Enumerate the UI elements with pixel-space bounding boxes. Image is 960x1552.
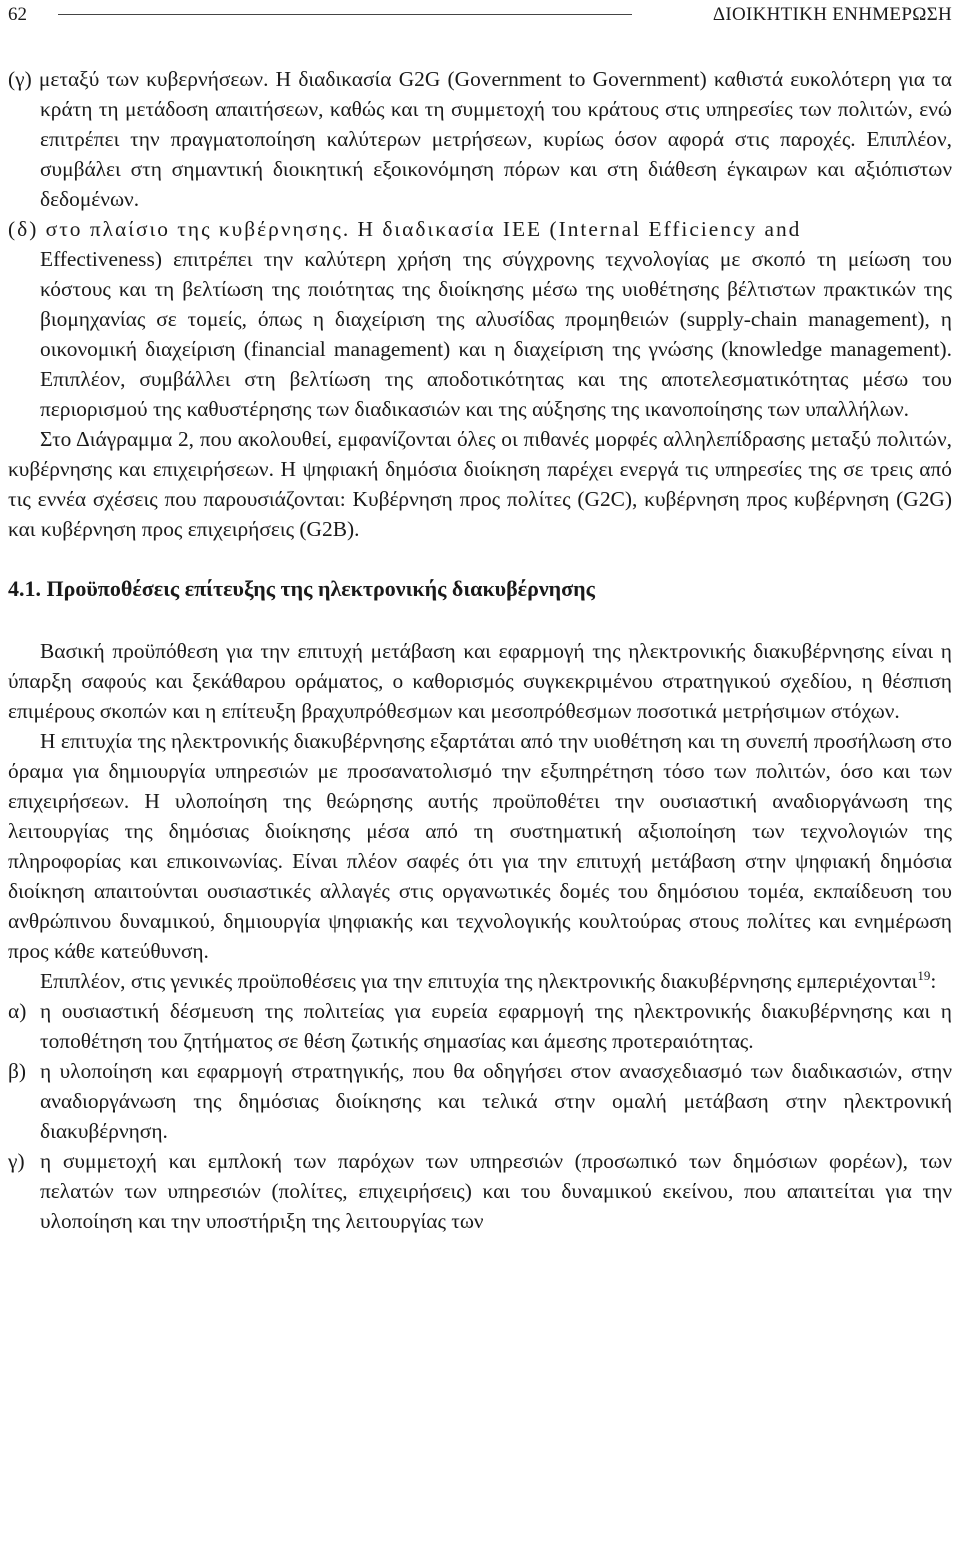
footnote-ref: 19: [917, 967, 931, 983]
general-prerequisites-text: Επιπλέον, στις γενικές προϋποθέσεις για την επιτυχία της ηλεκτρονικής διακυβέρνησης εμπεριέχονται: [40, 969, 918, 993]
list-item-text: η ουσιαστική δέσμευση της πολιτείας για ευρεία εφαρμογή της ηλεκτρονικής διακυβέρνησης και η τοποθέτηση του ζητήματος σε θέση ζωτικής σημασίας και άμεσης προτεραιότητας.: [40, 999, 952, 1053]
paragraph-iee-lead: (δ) στο πλαίσιο της κυβέρνησης. Η διαδικασία IEE (Internal Efficiency and: [8, 217, 802, 241]
page-body: [8, 64, 952, 1236]
paragraph-iee: Effectiveness) επιτρέπει την καλύτερη χρήση της σύγχρονης τεχνολογίας με σκοπό τη μείωση του κόστους και τη βελτίωση της ποιότητας της διοίκησης μέσω της υιοθέτησης βέλτιστων πρακτικών της βιομηχανίας σε τομείς, όπως η διαχείριση της αλυσίδας προμηθειών (supply-chain management), η οικονομική διαχείριση (financial management) και η διαχείριση της γνώσης (knowledge management). Επιπλέον, συμβάλλει στη βελτίωση της αποδοτικότητας και της αποτελεσματικότητας μέσω του περιορισμού της καθυστέρησης των διαδικασιών και της αύξησης της ικανοποίησης των υπαλλήλων.: [40, 247, 952, 421]
page-number: 62: [8, 4, 27, 25]
list-item-text: η συμμετοχή και εμπλοκή των παρόχων των υπηρεσιών (προσωπικό των δημόσιων φορέων), των πελατών των υπηρεσιών (πολίτες, επιχειρήσεις) και του δυναμικού εκείνου, που απαιτείται για την υλοποίηση και την υποστήριξη της λειτουργίας των: [40, 1149, 952, 1233]
general-prerequisites-colon: :: [930, 969, 937, 993]
page-header: [8, 0, 952, 30]
list-item-label: γ): [8, 1149, 25, 1173]
list-item: [8, 1146, 952, 1236]
paragraph-general-prerequisites: [8, 966, 952, 996]
paragraph-diagram: Στο Διάγραμμα 2, που ακολουθεί, εμφανίζονται όλες οι πιθανές μορφές αλληλεπίδρασης μεταξύ πολιτών, κυβέρνησης και επιχειρήσεων. Η ψηφιακή δημόσια διοίκηση παρέχει ενεργά τις υπηρεσίες της σε τρεις από τις εννέα σχέσεις που παρουσιάζονται: Κυβέρνηση προς πολίτες (G2C), κυβέρνηση προς κυβέρνηση (G2G) και κυβέρνηση προς επιχειρήσεις (G2B).: [8, 427, 952, 541]
list-item: [8, 1056, 952, 1146]
section-title: 4.1. Προϋποθέσεις επίτευξης της ηλεκτρονικής διακυβέρνησης: [8, 576, 595, 601]
list-item-text: η υλοποίηση και εφαρμογή στρατηγικής, που θα οδηγήσει στον ανασχεδιασμό των διαδικασιών, στην αναδιοργάνωση της δημόσιας διοίκησης και τελικά στην ομαλή μετάβαση στην ηλεκτρονική διακυβέρνηση.: [40, 1059, 952, 1143]
list-item-label: α): [8, 999, 27, 1023]
header-rule: [58, 14, 632, 15]
list-item-label: β): [8, 1059, 27, 1083]
paragraph-basic-prerequisite: Βασική προϋπόθεση για την επιτυχή μετάβαση και εφαρμογή της ηλεκτρονικής διακυβέρνησης είναι η ύπαρξη σαφούς και ξεκάθαρου οράματος, ο καθορισμός συγκεκριμένου στρατηγικού σχεδίου, η θέσπιση επιμέρους σκοπών και η επίτευξη βραχυπρόθεσμων και μεσοπρόθεσμων ποσοτικά μετρήσιμων στόχων.: [8, 639, 952, 723]
list-item: [8, 996, 952, 1056]
paragraph-g2g: (γ) μεταξύ των κυβερνήσεων. Η διαδικασία G2G (Government to Government) καθιστά ευκολότερη για τα κράτη τη μετάδοση απαιτήσεων, καθώς και τη συμμετοχή του κράτους στις υπηρεσίες των πολιτών, ενώ επιτρέπει την πραγματοποίηση καλύτερων μετρήσεων, κυρίως όσον αφορά στις παροχές. Επιπλέον, συμβάλει στη σημαντική διοικητική εξοικονόμηση πόρων και στη διάθεση έγκαιρων και αξιόπιστων δεδομένων.: [8, 67, 952, 211]
paragraph-success: Η επιτυχία της ηλεκτρονικής διακυβέρνησης εξαρτάται από την υιοθέτηση και τη συνεπή προσήλωση στο όραμα για δημιουργία υπηρεσιών με προσανατολισμό την εξυπηρέτηση τόσο των πολιτών, όσο και των επιχειρήσεων. Η υλοποίηση της θεώρησης αυτής προϋποθέτει την ουσιαστική αναδιοργάνωση της λειτουργίας της δημόσιας διοίκησης μέσα από τη συστηματική αξιοποίηση των τεχνολογιών της πληροφορίας και επικοινωνίας. Είναι πλέον σαφές ότι για την επιτυχή μετάβαση στην ψηφιακή δημόσια διοίκηση απαιτούνται ουσιαστικές αλλαγές στις οργανωτικές δομές του δημόσιου τομέα, εκπαίδευση του ανθρώπινου δυναμικού, δημιουργία ψηφιακής και τεχνολογικής κουλτούρας στους πολίτες και ενημέρωση προς κάθε κατεύθυνση.: [8, 729, 952, 963]
running-head: ΔΙΟΙΚΗΤΙΚΗ ΕΝΗΜΕΡΩΣΗ: [712, 4, 952, 25]
